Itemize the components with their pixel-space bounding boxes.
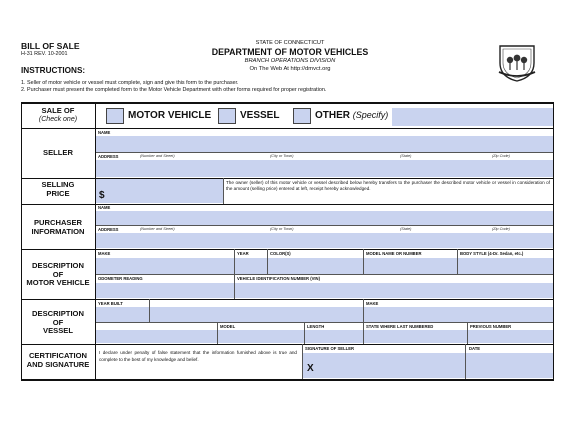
seller-address-field[interactable] [96,160,553,177]
mv-model-label: MODEL NAME OR NUMBER [366,251,422,256]
purchaser-address-hint: (Number and Street) [140,227,175,231]
vessel-model-label: MODEL [220,324,236,329]
instruction-1: 1. Seller of motor vehicle or vessel must complete, sign and give this form to the purchaser. [21,80,239,86]
purchaser-address-field[interactable] [96,233,553,248]
seller-state-label: (State) [400,154,412,158]
sale-of-label: SALE OF (Check one) [38,106,78,123]
vessel-row2-fields[interactable] [96,330,553,343]
other-checkbox[interactable] [293,108,311,124]
vessel-option-label: VESSEL [240,110,280,121]
mv-vin-label: VEHICLE IDENTIFICATION NUMBER (VIN) [237,276,320,281]
seller-address-label: ADDRESS [98,154,119,159]
mv-body-style-label: BODY STYLE (4-Dr. Sedan, etc.) [460,251,524,256]
seller-signature-field[interactable] [303,353,465,378]
other-specify-field[interactable] [392,108,553,126]
vessel-length-label: LENGTH [307,324,325,329]
purchaser-name-field[interactable] [96,211,553,225]
selling-price-label: SELLING PRICE [41,180,75,198]
currency-symbol: $ [99,190,105,201]
form-number: H-31 REV. 10-2001 [21,51,68,57]
vessel-description-label: DESCRIPTION OF VESSEL [32,309,84,336]
motor-vehicle-checkbox[interactable] [106,108,124,124]
seller-city-label: (City or Town) [270,154,294,158]
certification-statement: I declare under penalty of false statement that the information furnished above is true and complete to the best of my knowledge and belief. [99,350,297,362]
transfer-statement: The owner (seller) of this motor vehicle or vessel described below hereby transfers to the purchaser the described motor vehicle or vessel in consideration of the amount (selling price) entered at left, receipt hereby acknowledged. [226,180,550,191]
seller-label: SELLER [43,148,73,157]
certification-label: CERTIFICATION AND SIGNATURE [26,351,90,369]
division-name: BRANCH OPERATIONS DIVISION [244,58,336,64]
state-name: STATE OF CONNECTICUT [255,40,325,46]
vessel-state-numbered-label: STATE WHERE LAST NUMBERED [366,324,434,329]
purchaser-zip-label: (Zip Code) [492,227,510,231]
seller-zip-label: (Zip Code) [492,154,510,158]
instruction-2: 2. Purchaser must present the completed form to the Motor Vehicle Department with other forms required for proper registration. [21,87,327,93]
vessel-row1-fields[interactable] [96,307,553,322]
seller-address-hint: (Number and Street) [140,154,175,158]
purchaser-address-label: ADDRESS [98,227,119,232]
mv-color-label: COLOR(S) [270,251,291,256]
vessel-year-built-label: YEAR BUILT [98,301,123,306]
mv-row1-fields[interactable] [96,258,553,274]
vessel-make-label: MAKE [366,301,379,306]
department-name: DEPARTMENT OF MOTOR VEHICLES [211,47,369,57]
purchaser-label: PURCHASER INFORMATION [31,218,85,236]
seller-name-label: NAME [98,130,111,135]
date-field[interactable] [466,353,553,378]
selling-price-field[interactable] [96,179,223,203]
purchaser-city-label: (City or Town) [270,227,294,231]
seller-name-field[interactable] [96,136,553,152]
purchaser-state-label: (State) [400,227,412,231]
other-option-label: OTHER (Specify) [315,110,389,121]
motor-vehicle-description-label: DESCRIPTION OF MOTOR VEHICLE [26,261,90,288]
state-seal-icon [496,43,538,83]
mv-row2-fields[interactable] [96,283,553,298]
mv-make-label: MAKE [98,251,111,256]
mv-year-label: YEAR [237,251,249,256]
vessel-checkbox[interactable] [218,108,236,124]
website-text: On The Web At http://dmvct.org [249,66,331,72]
form-title: BILL OF SALE [21,41,80,51]
vessel-previous-number-label: PREVIOUS NUMBER [470,324,512,329]
seller-signature-label: SIGNATURE OF SELLER [305,346,355,351]
instructions-title: INSTRUCTIONS: [21,66,86,75]
signature-mark: X [307,363,314,374]
motor-vehicle-option-label: MOTOR VEHICLE [128,110,212,121]
purchaser-name-label: NAME [98,205,111,210]
date-label: DATE [469,346,481,351]
mv-odometer-label: ODOMETER READING [98,276,143,281]
